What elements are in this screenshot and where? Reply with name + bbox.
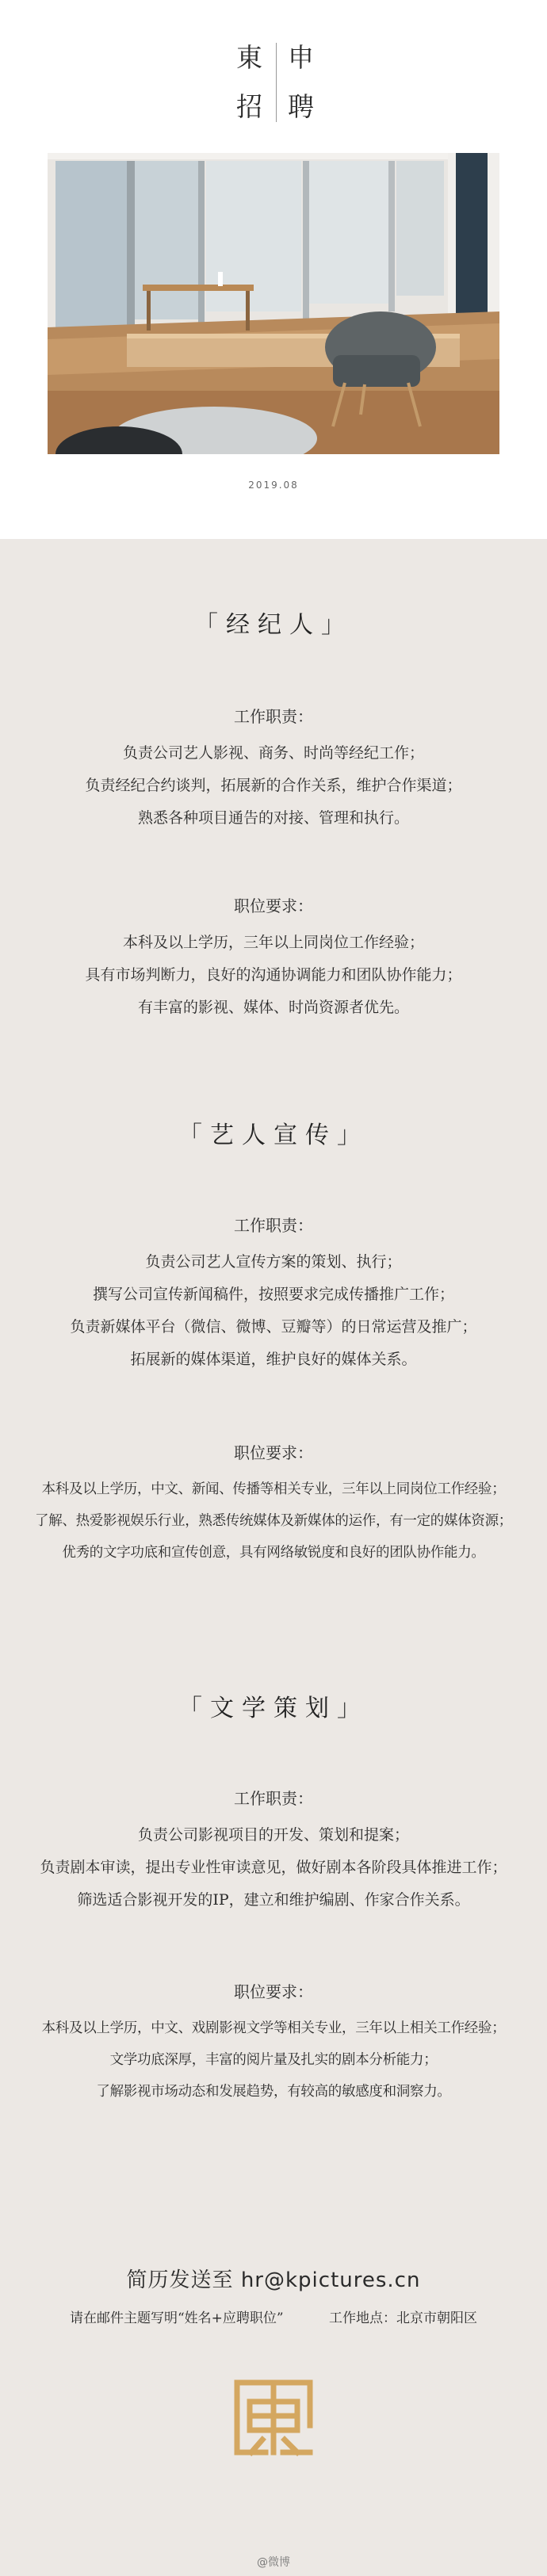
duty-line: 负责剧本审读，提出专业性审读意见，做好剧本各阶段具体推进工作； bbox=[40, 1859, 507, 1876]
title-grid bbox=[228, 40, 323, 127]
requirement-line: 了解影视市场动态和发展趋势，有较高的敏感度和洞察力。 bbox=[96, 2084, 451, 2100]
footer-note bbox=[0, 2307, 547, 2326]
requirement-line: 有丰富的影视、媒体、时尚资源者优先。 bbox=[137, 999, 409, 1016]
title-char-3: 招 bbox=[236, 91, 262, 122]
section-title-publicity: 「艺人宣传」 bbox=[178, 1122, 369, 1149]
duty-line: 熟悉各种项目通告的对接、管理和执行。 bbox=[137, 809, 409, 827]
requirement-line: 具有市场判断力，良好的沟通协调能力和团队协作能力； bbox=[85, 966, 462, 984]
requirement-line: 本科及以上学历，中文、戏剧影视文学等相关专业，三年以上相关工作经验； bbox=[41, 2020, 506, 2036]
duties-heading: 工作职责： bbox=[234, 707, 313, 726]
office-photo-illustration bbox=[48, 153, 499, 454]
section-title-literary: 「文学策划」 bbox=[178, 1695, 369, 1722]
weibo-watermark: @微博 bbox=[257, 2556, 290, 2569]
duty-line: 负责公司影视项目的开发、策划和提案； bbox=[137, 1826, 409, 1844]
dongshen-logo-icon bbox=[234, 2378, 313, 2457]
requirements-heading: 职位要求： bbox=[234, 1982, 313, 2001]
requirement-line: 文学功底深厚，丰富的阅片量及扎实的剧本分析能力； bbox=[109, 2052, 438, 2068]
duty-line: 负责公司艺人影视、商务、时尚等经纪工作； bbox=[122, 744, 424, 762]
title-char-1: 東 bbox=[236, 42, 262, 73]
duties-heading: 工作职责： bbox=[234, 1216, 313, 1235]
title-char-4: 聘 bbox=[288, 91, 314, 122]
literary-requirements bbox=[0, 1979, 547, 2108]
duty-line: 拓展新的媒体渠道，维护良好的媒体关系。 bbox=[130, 1351, 417, 1368]
duty-line: 负责新媒体平台（微信、微博、豆瓣等）的日常运营及推广； bbox=[70, 1318, 477, 1336]
email-link[interactable]: hr@kpictures.cn bbox=[240, 2268, 421, 2292]
office-photo bbox=[48, 153, 499, 454]
requirement-line: 本科及以上学历，三年以上同岗位工作经验； bbox=[122, 934, 424, 951]
duty-line: 筛选适合影视开发的IP，建立和维护编剧、作家合作关系。 bbox=[77, 1891, 470, 1909]
send-label: 简历发送至 bbox=[126, 2268, 234, 2292]
subject-note: 请在邮件主题写明“姓名+应聘职位” bbox=[69, 2310, 284, 2326]
company-logo bbox=[234, 2378, 313, 2457]
header-area bbox=[0, 0, 547, 539]
literary-duties bbox=[0, 1786, 547, 1917]
duty-line: 负责经纪合约谈判，拓展新的合作关系，维护合作渠道； bbox=[85, 777, 462, 794]
resume-email-line bbox=[0, 2264, 547, 2293]
duties-heading: 工作职责： bbox=[234, 1789, 313, 1808]
requirement-line: 本科及以上学历，中文、新闻、传播等相关专业，三年以上同岗位工作经验； bbox=[41, 1481, 506, 1497]
work-location: 工作地点：北京市朝阳区 bbox=[329, 2310, 478, 2326]
requirements-heading: 职位要求： bbox=[234, 896, 313, 915]
publicity-requirements bbox=[0, 1440, 547, 1569]
agent-requirements bbox=[0, 893, 547, 1024]
title-char-2: 申 bbox=[288, 42, 314, 73]
date-label: 2019.08 bbox=[248, 480, 299, 491]
duty-line: 负责公司艺人宣传方案的策划、执行； bbox=[145, 1253, 402, 1271]
section-title-agent: 「经纪人」 bbox=[194, 611, 353, 639]
title-divider-vertical bbox=[276, 43, 277, 122]
publicity-duties bbox=[0, 1213, 547, 1376]
requirement-line: 优秀的文字功底和宣传创意，具有网络敏锐度和良好的团队协作能力。 bbox=[62, 1545, 485, 1561]
duty-line: 撰写公司宣传新闻稿件，按照要求完成传播推广工作； bbox=[92, 1286, 454, 1303]
requirements-heading: 职位要求： bbox=[234, 1443, 313, 1462]
agent-duties bbox=[0, 704, 547, 835]
requirement-line: 了解、热爱影视娱乐行业，熟悉传统媒体及新媒体的运作，有一定的媒体资源； bbox=[35, 1513, 512, 1529]
